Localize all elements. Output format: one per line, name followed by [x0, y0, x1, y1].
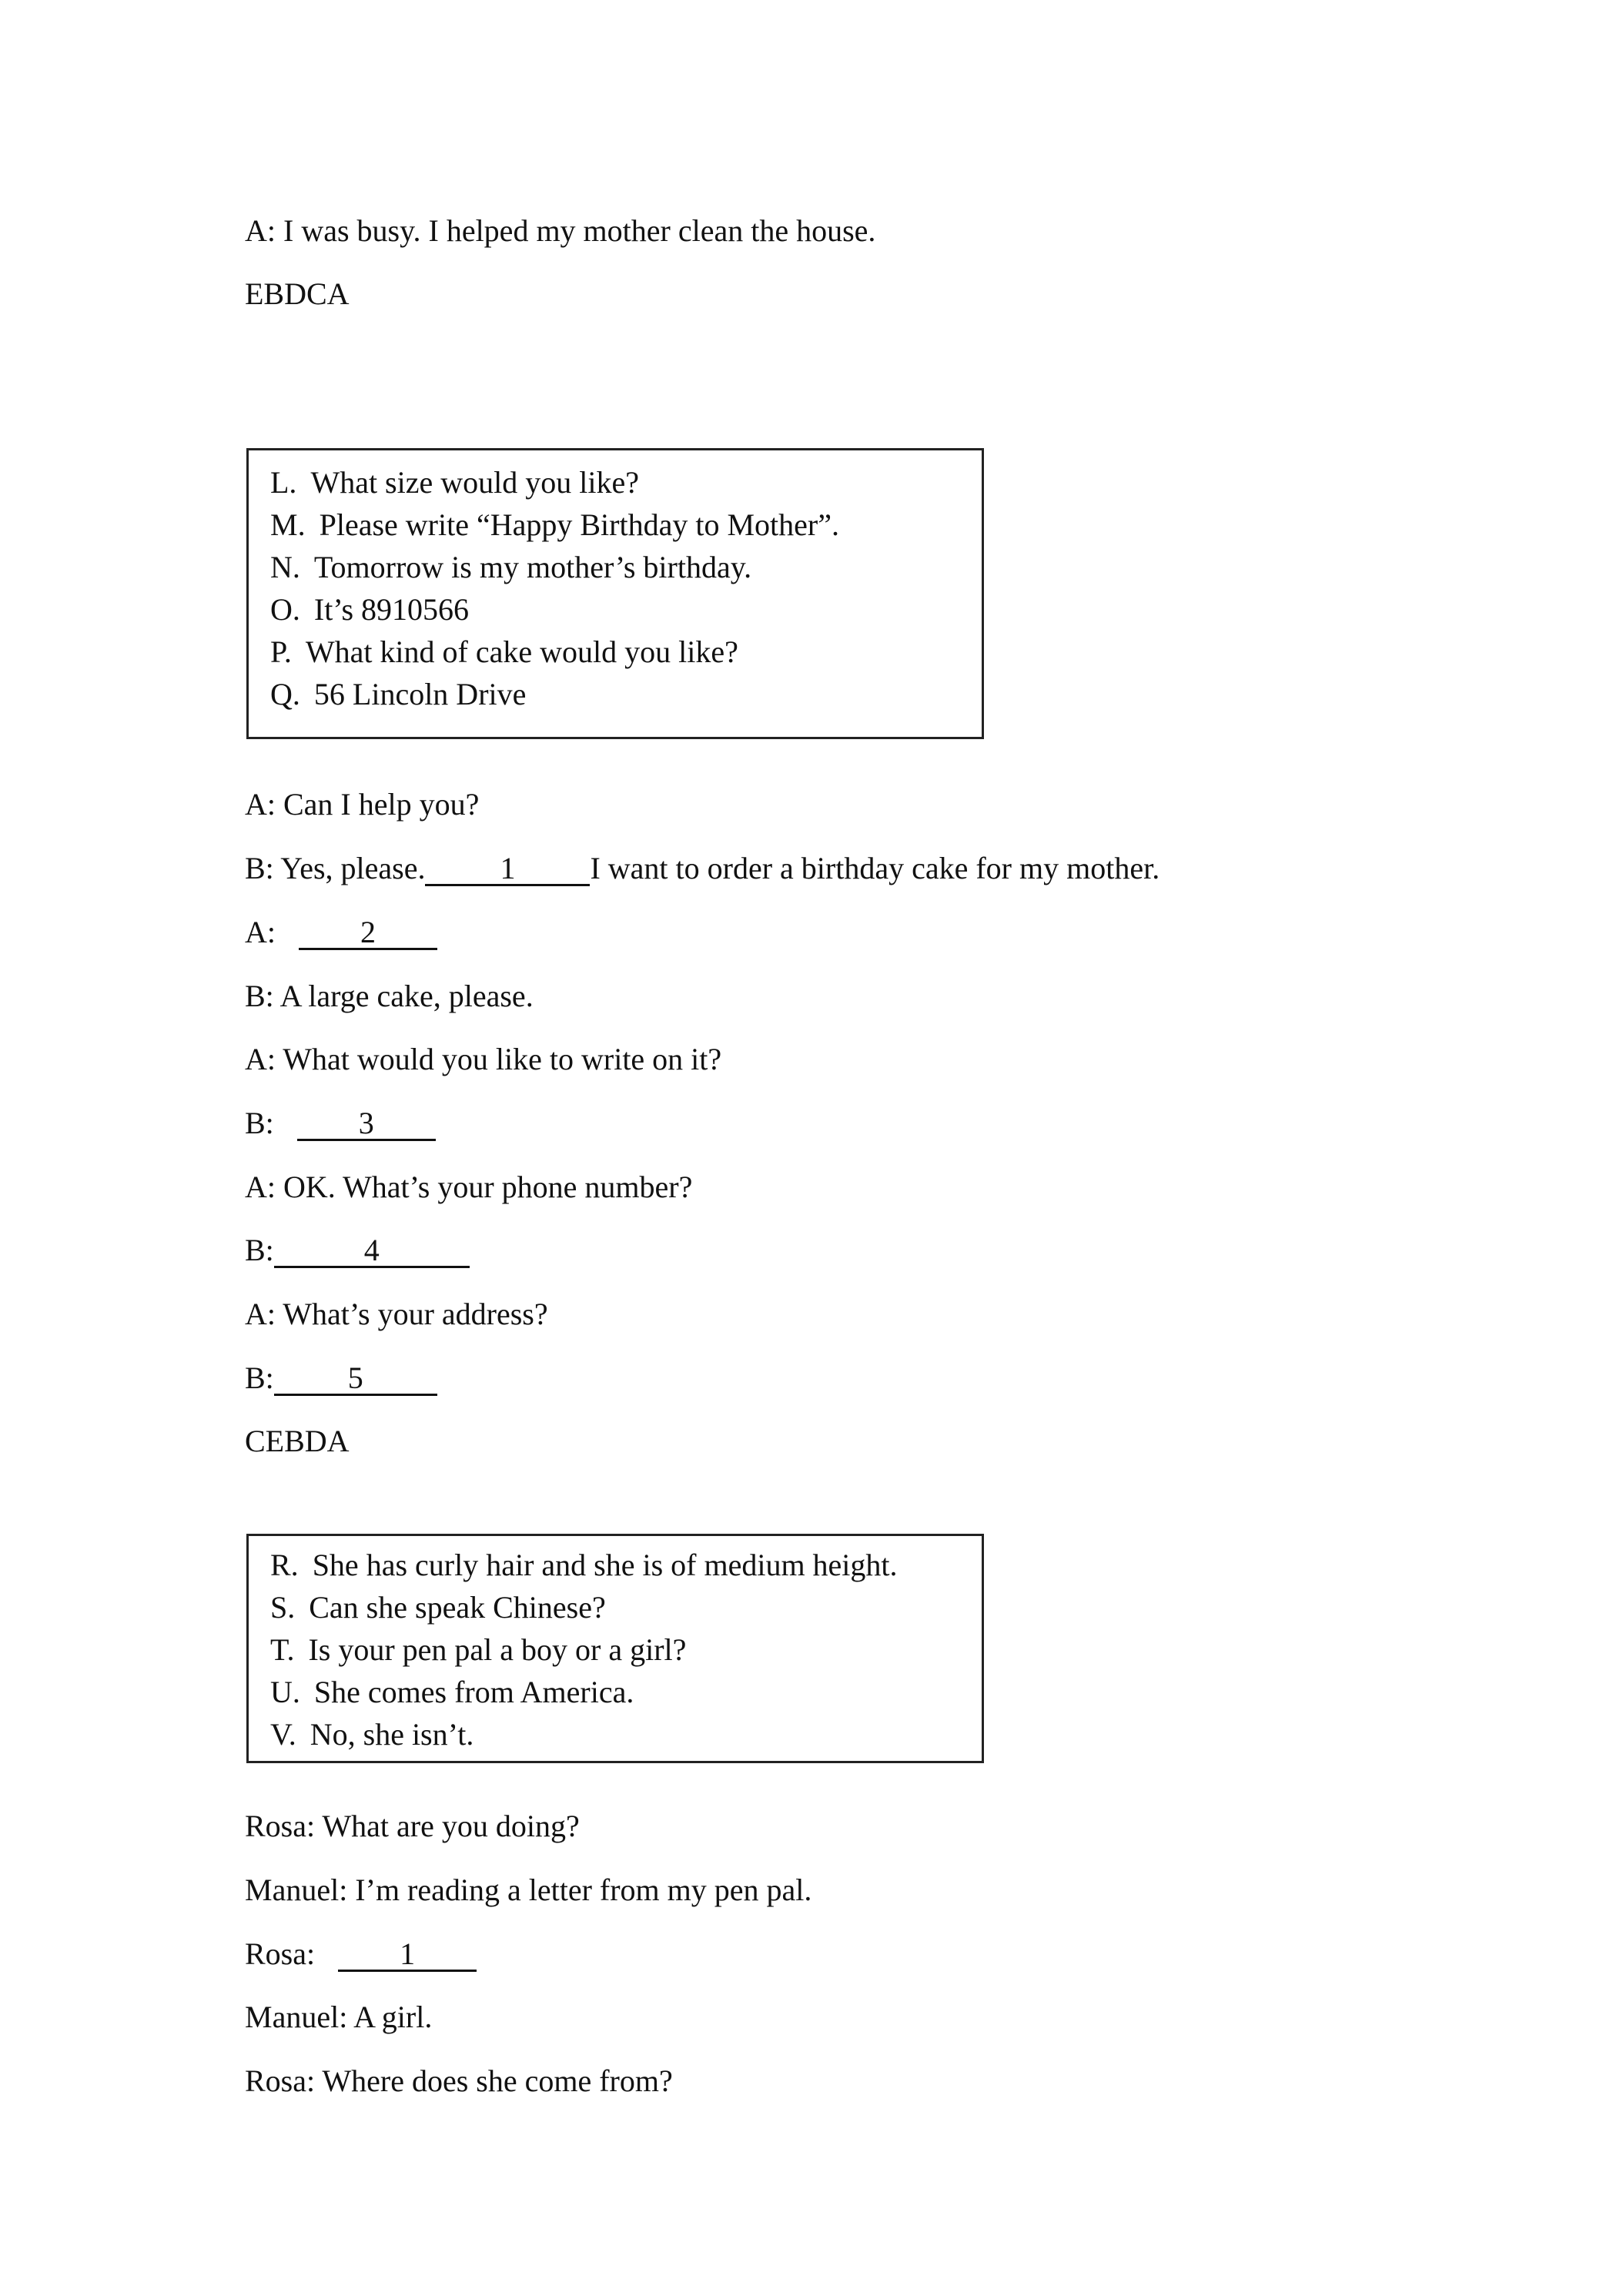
dialog-line: A: I was busy. I helped my mother clean the house.	[245, 213, 876, 248]
speaker-text: Rosa:	[245, 1936, 316, 1971]
dialog-line	[245, 1105, 436, 1142]
option-item	[270, 549, 751, 586]
answer-blank[interactable]: 4	[274, 1235, 470, 1268]
option-item	[270, 676, 526, 713]
option-item	[270, 1716, 474, 1753]
option-item	[270, 1547, 898, 1584]
option-letter: T.	[270, 1632, 295, 1667]
option-letter: N.	[270, 550, 300, 584]
option-text: She has curly hair and she is of medium height.	[312, 1548, 898, 1582]
dialog-line: Rosa: What are you doing?	[245, 1809, 580, 1843]
option-item	[270, 507, 839, 544]
answer-key: EBDCA	[245, 276, 350, 311]
option-item	[270, 634, 738, 671]
options-box	[246, 1534, 984, 1763]
dialog-line: A: What would you like to write on it?	[245, 1042, 722, 1076]
dialog-line: Rosa: Where does she come from?	[245, 2063, 673, 2098]
dialog-line: B: A large cake, please.	[245, 979, 534, 1013]
dialog-line: Manuel: I’m reading a letter from my pen pal.	[245, 1873, 812, 1907]
option-text: 56 Lincoln Drive	[313, 677, 527, 711]
option-text: Is your pen pal a boy or a girl?	[308, 1632, 687, 1667]
option-text: What size would you like?	[310, 465, 639, 500]
dialog-line: A: Can I help you?	[245, 787, 480, 822]
option-text: It’s 8910566	[313, 592, 470, 627]
dialog-line: A: What’s your address?	[245, 1297, 548, 1331]
option-letter: R.	[270, 1548, 299, 1582]
option-text: What kind of cake would you like?	[305, 634, 738, 669]
dialog-line	[245, 914, 437, 951]
answer-blank[interactable]: 3	[297, 1108, 436, 1141]
dialog-line: Manuel: A girl.	[245, 2000, 433, 2034]
option-item	[270, 591, 469, 628]
options-box	[246, 448, 984, 739]
option-item	[270, 464, 639, 501]
option-text: She comes from America.	[313, 1675, 634, 1709]
option-letter: V.	[270, 1717, 296, 1752]
answer-blank[interactable]: 1	[338, 1939, 477, 1972]
answer-blank[interactable]: 5	[274, 1363, 437, 1396]
option-text: Tomorrow is my mother’s birthday.	[313, 550, 752, 584]
option-item	[270, 1589, 606, 1626]
option-letter: L.	[270, 465, 297, 500]
answer-key: CEBDA	[245, 1424, 350, 1458]
speaker-text: A:	[245, 915, 276, 949]
dialog-line	[245, 1936, 477, 1973]
option-letter: U.	[270, 1675, 300, 1709]
dialog-line	[245, 1232, 470, 1269]
answer-blank[interactable]: 1	[425, 853, 590, 886]
option-item	[270, 1632, 686, 1668]
option-letter: Q.	[270, 677, 300, 711]
line-text: I want to order a birthday cake for my mother.	[590, 851, 1160, 885]
dialog-line: A: OK. What’s your phone number?	[245, 1170, 693, 1204]
speaker-text: B: Yes, please.	[245, 851, 426, 885]
option-text: Please write “Happy Birthday to Mother”.	[319, 507, 839, 542]
option-letter: O.	[270, 592, 300, 627]
speaker-text: B:	[245, 1361, 274, 1395]
option-letter: S.	[270, 1590, 296, 1625]
speaker-text: B:	[245, 1233, 274, 1267]
option-item	[270, 1674, 634, 1711]
option-letter: M.	[270, 507, 306, 542]
option-text: No, she isn’t.	[310, 1717, 474, 1752]
option-letter: P.	[270, 634, 292, 669]
speaker-text: B:	[245, 1106, 274, 1140]
answer-blank[interactable]: 2	[299, 917, 437, 950]
dialog-line	[245, 1360, 437, 1397]
option-text: Can she speak Chinese?	[309, 1590, 606, 1625]
dialog-line	[245, 850, 1160, 887]
